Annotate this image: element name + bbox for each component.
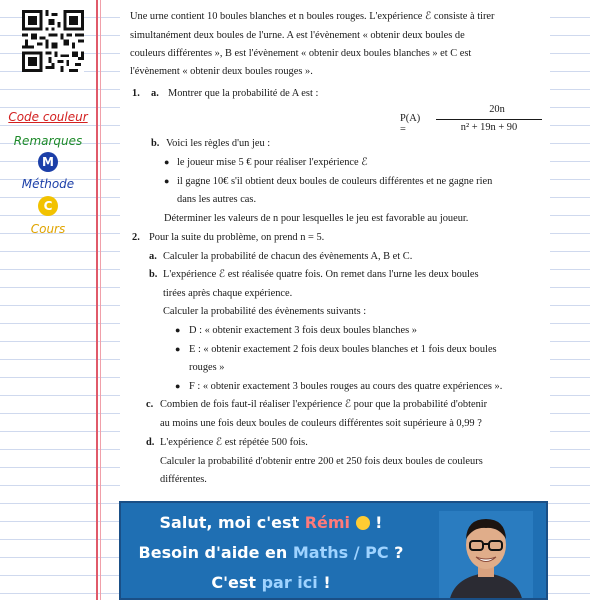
intro-line: Une urne contient 10 boules blanches et n boules rouges. L'expérience ℰ consiste à tirer [130,11,495,22]
banner-line-2 [121,543,421,562]
rule-2-line-2: dans les autres cas. [177,194,257,205]
question-2d-line-1: L'expérience ℰ est répétée 500 fois. [160,437,308,448]
event-e-line-2: rouges » [189,362,225,373]
event-d: D : « obtenir exactement 3 fois deux boules blanches » [189,325,417,336]
banner-question-mark: ? [388,543,404,562]
cours-badge-icon: C [38,196,58,216]
question-2b-line-2: tirées après chaque expérience. [163,288,293,299]
legend-title: Code couleur [8,110,88,124]
banner-exclamation: ! [369,513,383,532]
event-e-line-1: E : « obtenir exactement 2 fois deux boules blanches et 1 fois deux boules [189,344,497,355]
question-2c-line-2: au moins une fois deux boules de couleurs différentes soit supérieure à 0,99 ? [160,418,482,429]
question-2-number: 2. [132,232,140,243]
question-1-number: 1. [132,88,140,99]
banner-help-text: Besoin d'aide en [138,543,293,562]
intro-line: l'évènement « obtenir deux boules rouges ». [130,66,313,77]
bullet-icon: ● [164,157,170,167]
question-2b-label: b. [149,269,158,280]
question-2b-line-1: L'expérience ℰ est réalisée quatre fois. On remet dans l'urne les deux boules [163,269,479,280]
question-1a-text: Montrer que la probabilité de A est : [168,88,319,99]
intro-line: couleurs différentes », B est l'évènement « obtenir deux boules blanches » et C est [130,48,472,59]
bullet-icon: ● [175,325,181,335]
question-1b-task: Déterminer les valeurs de n pour lesquelles le jeu est favorable au joueur. [164,213,469,224]
legend-remarques: Remarques [13,134,83,148]
banner-line-3 [121,573,421,592]
question-1b-label: b. [151,138,160,149]
banner-link[interactable]: par ici [261,573,318,592]
banner-greeting: Salut, moi c'est [159,513,305,532]
fraction-bar [436,119,542,120]
intro-line: simultanément deux boules de l'urne. A est l'évènement « obtenir deux boules de [130,30,465,41]
qr-code-icon[interactable] [22,10,84,72]
banner-name: Rémi [304,513,351,532]
legend-cours: Cours [30,222,66,236]
formula-denominator: n² + 19n + 90 [460,122,518,133]
question-1b-text: Voici les règles d'un jeu : [166,138,271,149]
banner-exclamation: ! [317,573,331,592]
question-2c-label: c. [146,399,154,410]
question-2a-label: a. [149,251,157,262]
question-2b-line-3: Calculer la probabilité des évènements suivants : [163,306,367,317]
rule-2-line-1: il gagne 10€ s'il obtient deux boules de couleurs différentes et ne gagne rien [177,176,493,187]
rule-1: le joueur mise 5 € pour réaliser l'expérience ℰ [177,157,368,168]
banner-subject: Maths / PC [292,543,389,562]
bullet-icon: ● [164,176,170,186]
margin-line [96,0,98,600]
bullet-icon: ● [175,344,181,354]
event-f: F : « obtenir exactement 3 boules rouges au cours des quatre expériences ». [189,381,503,392]
question-2-text: Pour la suite du problème, on prend n = 5. [149,232,325,243]
question-2d-line-2: Calculer la probabilité d'obtenir entre 200 et 250 fois deux boules de couleurs [160,456,483,467]
question-2d-label: d. [146,437,155,448]
methode-badge-icon: M [38,152,58,172]
bullet-icon: ● [175,381,181,391]
person-photo-icon [439,511,533,600]
question-1a-label: a. [151,88,159,99]
margin-line-secondary [100,0,101,600]
smiley-icon [356,516,370,530]
legend-methode: Méthode [21,177,75,191]
banner-cta-text: C'est [211,573,262,592]
formula-lhs: P(A) = [400,113,421,135]
promo-banner[interactable] [119,501,548,600]
question-2c-line-1: Combien de fois faut-il réaliser l'expérience ℰ pour que la probabilité d'obtenir [160,399,488,410]
banner-line-1 [121,513,421,532]
formula-numerator: 20n [489,104,505,115]
question-2d-line-3: différentes. [160,474,207,485]
question-2a-text: Calculer la probabilité de chacun des évènements A, B et C. [163,251,413,262]
exercise-content [120,0,550,500]
